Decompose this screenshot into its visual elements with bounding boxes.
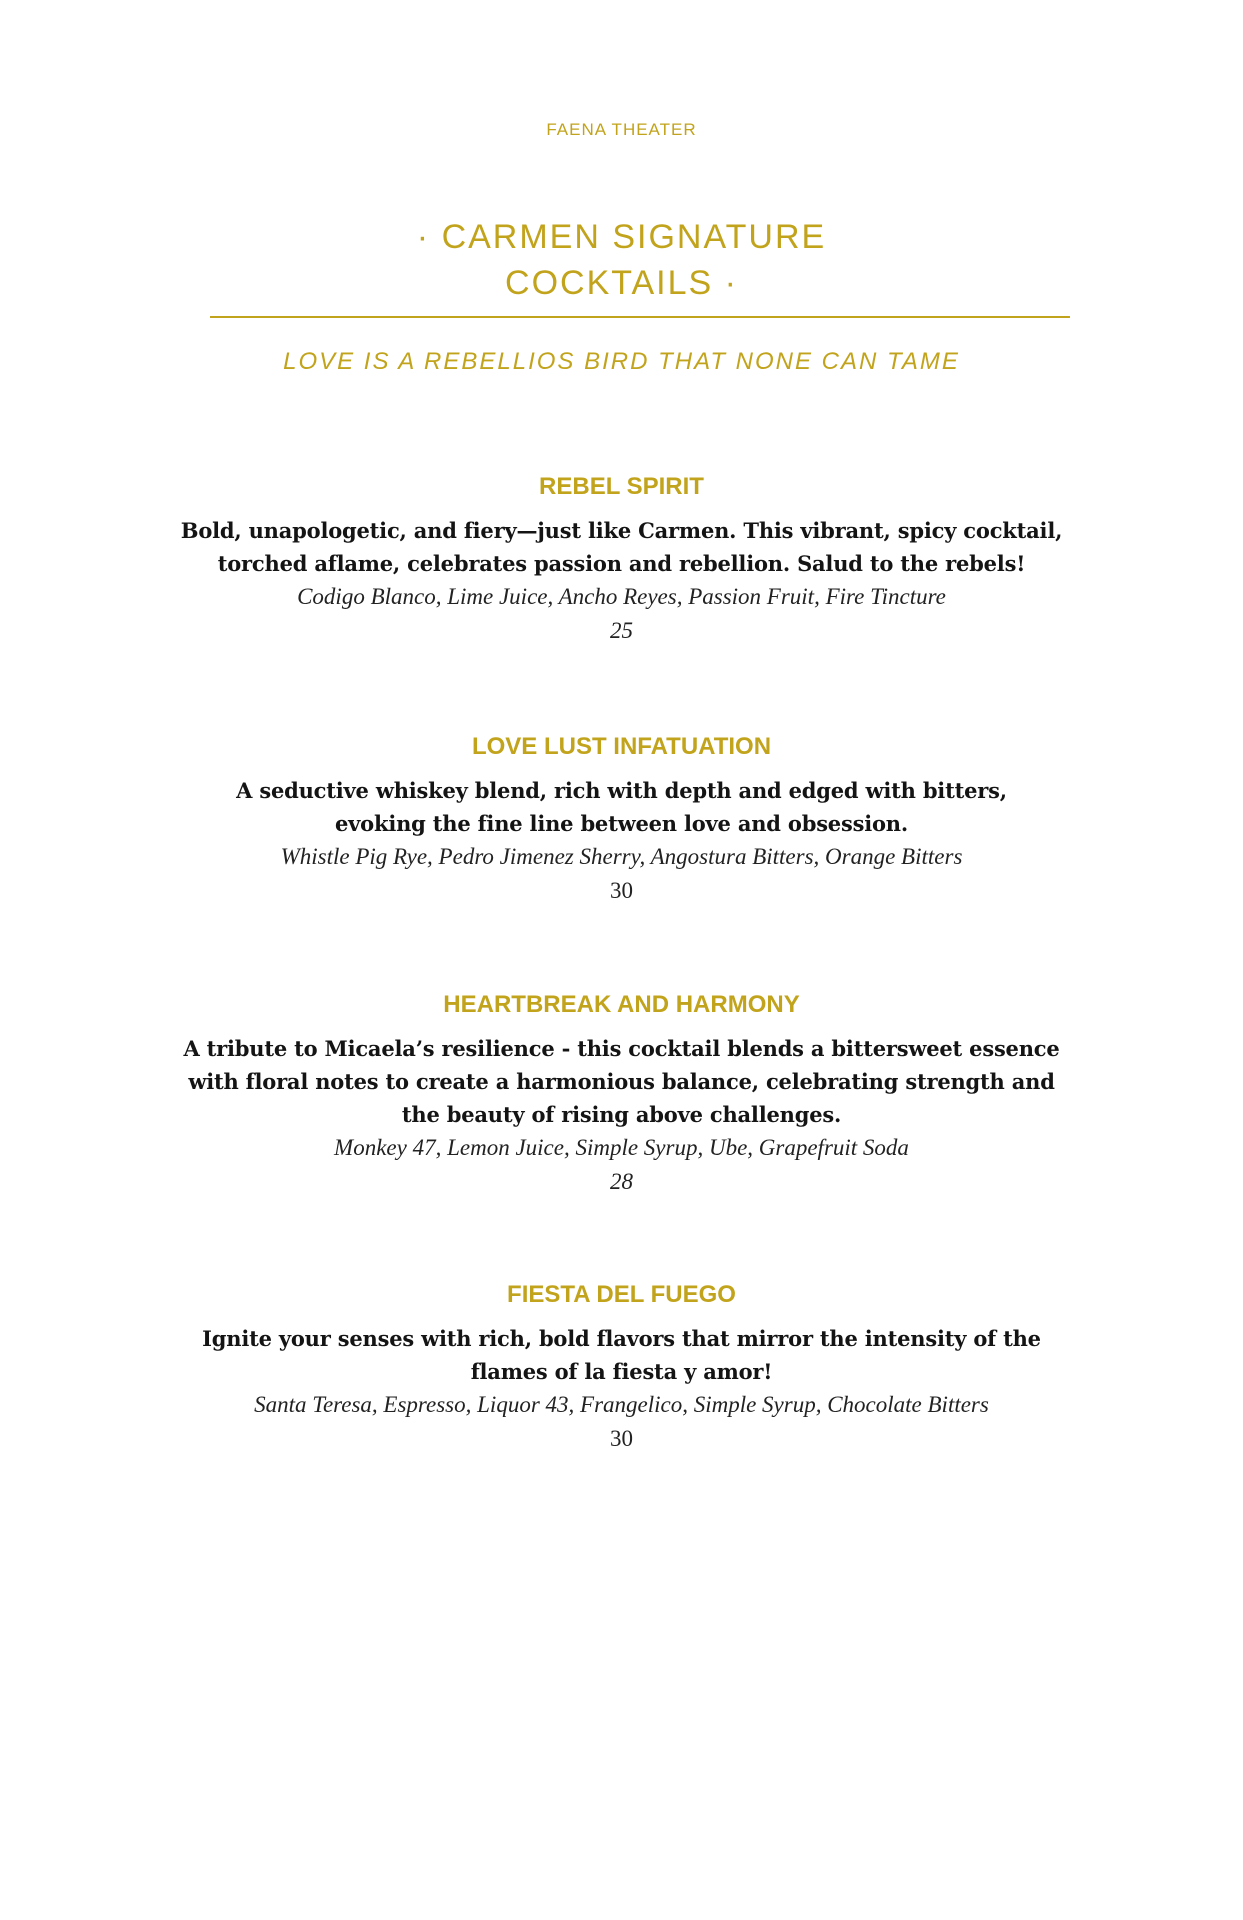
item-ingredients: Codigo Blanco, Lime Juice, Ancho Reyes, Passion Fruit, Fire Tincture: [297, 584, 946, 609]
menu-item-rebel-spirit: [0, 472, 1243, 648]
description-line: Bold, unapologetic, and fiery—just like Carmen. This vibrant, spicy cocktail,: [180, 518, 1063, 543]
tagline: LOVE IS A REBELLIOS BIRD THAT NONE CAN TAME: [283, 348, 960, 375]
item-description: [172, 514, 1072, 580]
item-description: [172, 1032, 1072, 1131]
item-ingredients: Monkey 47, Lemon Juice, Simple Syrup, Ube, Grapefruit Soda: [334, 1135, 909, 1160]
venue-name: FAENA THEATER: [546, 120, 697, 139]
description-line: torched aflame, celebrates passion and rebellion. Salud to the rebels!: [217, 551, 1026, 576]
description-line: the beauty of rising above challenges.: [401, 1102, 842, 1127]
menu-item-love-lust-infatuation: [0, 732, 1243, 908]
menu-item-heartbreak-and-harmony: [0, 990, 1243, 1199]
item-name: LOVE LUST INFATUATION: [471, 733, 772, 760]
title-line-1: · CARMEN SIGNATURE: [416, 218, 827, 256]
description-line: Ignite your senses with rich, bold flavors that mirror the intensity of the: [202, 1326, 1041, 1351]
item-price: 25: [610, 618, 633, 643]
item-price: 30: [610, 878, 633, 903]
item-name: REBEL SPIRIT: [539, 473, 704, 500]
item-ingredients: Santa Teresa, Espresso, Liquor 43, Frangelico, Simple Syrup, Chocolate Bitters: [254, 1392, 989, 1417]
item-price: 28: [610, 1169, 633, 1194]
menu-item-fiesta-del-fuego: [0, 1280, 1243, 1456]
description-line: A tribute to Micaela’s resilience - this cocktail blends a bittersweet essence: [183, 1036, 1060, 1061]
item-price: 30: [610, 1426, 633, 1451]
item-name: HEARTBREAK AND HARMONY: [443, 991, 800, 1018]
title-divider: [210, 316, 1070, 318]
description-line: flames of la fiesta y amor!: [470, 1359, 773, 1384]
description-line: A seductive whiskey blend, rich with depth and edged with bitters,: [236, 778, 1007, 803]
item-ingredients: Whistle Pig Rye, Pedro Jimenez Sherry, Angostura Bitters, Orange Bitters: [280, 844, 963, 869]
item-name: FIESTA DEL FUEGO: [507, 1281, 736, 1308]
title-line-2: COCKTAILS ·: [505, 264, 738, 302]
item-description: [172, 774, 1072, 840]
item-description: [172, 1322, 1072, 1388]
description-line: with floral notes to create a harmonious balance, celebrating strength and: [188, 1069, 1055, 1094]
page-title: [0, 214, 1243, 306]
description-line: evoking the fine line between love and obsession.: [335, 811, 908, 836]
